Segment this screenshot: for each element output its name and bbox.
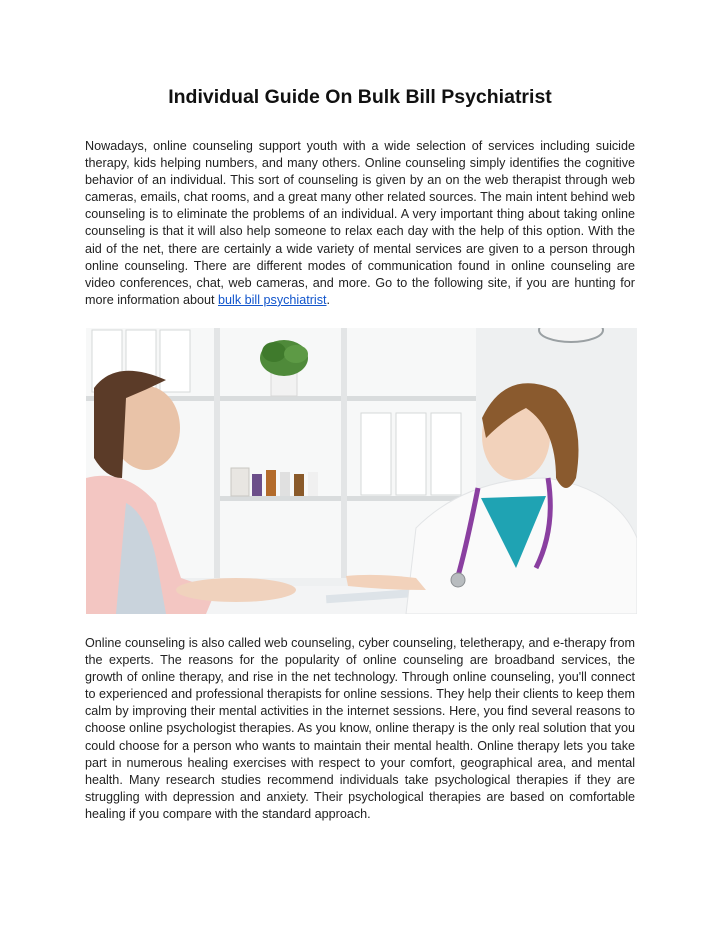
bottle bbox=[266, 470, 276, 496]
bottle bbox=[294, 474, 304, 496]
binder bbox=[361, 413, 391, 495]
body-paragraph: Online counseling is also called web counseling, cyber counseling, teletherapy, and e-therapy from the experts. The reasons for the popularity of online counseling are broadband services, the growth of online therapy, and rise in the net technology. Through online counseling, you'll connect to experienced and professional therapists for online sessions. They help their clients to keep them calm by improving their mental activities in the internet sessions. Here, you find several reasons to choose online psychologist therapies. As you know, online therapy is the only real solution that you could choose for a person who wants to maintain their mental health. Online therapy lets you take part in numerous healing exercises with respect to your comfort, geographical area, and mental health. Many research studies recommend individuals take psychological therapies if they are struggling with depression and anxiety. Their psychological therapies are based on comfortable healing if you compare with the standard approach. bbox=[85, 636, 636, 821]
intro-paragraph-end: . bbox=[326, 292, 331, 307]
shelf-divider bbox=[341, 328, 347, 578]
page-title: Individual Guide On Bulk Bill Psychiatrist bbox=[168, 86, 552, 108]
shelf-divider bbox=[214, 328, 220, 578]
binder bbox=[160, 330, 190, 392]
bottle bbox=[252, 474, 262, 496]
intro-paragraph-text: Nowadays, online counseling support youth with a wide selection of services including suicide therapy, kids helping numbers, and many others. Online counseling simply identifies the cognitive behavior of an individual. This sort of counseling is given by an on the web therapist through web cameras, emails, chat rooms, and a great many other related sources. The main intent behind web counseling is to eliminate the problems of an individual. A very important thing about taking online counseling is that it will also help someone to relax each day with the help of this option. With the aid of the net, there are certainly a wide variety of mental services are given to a person through online counseling. There are different modes of communication found in online counseling are video conferences, chat, web cameras, and more. Go to the following site, if you are hunting for more information about bbox=[85, 139, 635, 307]
intro-paragraph bbox=[85, 138, 635, 309]
patient-hands bbox=[176, 578, 296, 602]
bottle bbox=[308, 472, 318, 496]
bottle bbox=[280, 472, 290, 496]
binder bbox=[396, 413, 426, 495]
bulk-bill-psychiatrist-link[interactable]: bulk bill psychiatrist bbox=[218, 292, 327, 307]
consultation-photo bbox=[86, 328, 637, 614]
basket bbox=[231, 468, 249, 496]
binder bbox=[431, 413, 461, 495]
consultation-illustration bbox=[86, 328, 637, 614]
